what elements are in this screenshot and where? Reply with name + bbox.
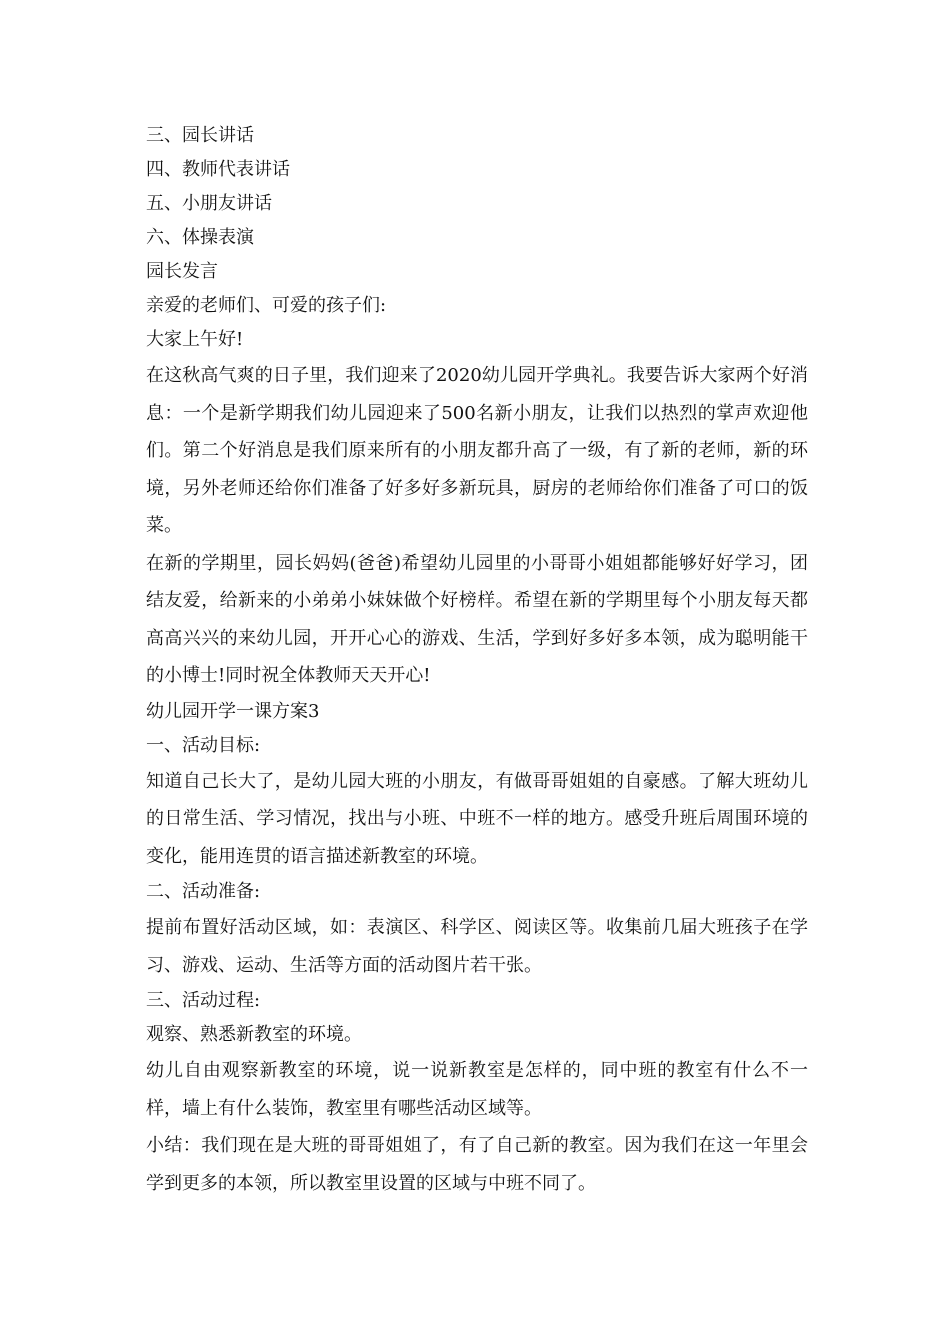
agenda-item-teacher-speech: 四、教师代表讲话 <box>146 159 290 180</box>
greeting: 大家上午好! <box>146 329 244 350</box>
speech-paragraph-2: 在新的学期里，园长妈妈(爸爸)希望幼儿园里的小哥哥小姐姐都能够好好学习，团结友爱，给新来的小弟弟小妹妹做个好榜样。希望在新的学期里每个小朋友每天都高高兴兴的来幼儿园，开开心心的游戏、生活，学到好多好多本领，成为聪明能干的小博士!同时祝全体教师天天开心! <box>146 552 808 686</box>
agenda-item-principal-speech: 三、园长讲话 <box>146 125 254 146</box>
process-paragraph: 幼儿自由观察新教室的环境，说一说新教室是怎样的，同中班的教室有什么不一样，墙上有什么装饰，教室里有哪些活动区域等。 <box>146 1060 808 1119</box>
summary-paragraph: 小结：我们现在是大班的哥哥姐姐了，有了自己新的教室。因为我们在这一年里会学到更多的本领，所以教室里设置的区域与中班不同了。 <box>146 1135 808 1194</box>
process-subheading: 观察、熟悉新教室的环境。 <box>146 1024 362 1045</box>
speech-paragraph-1: 在这秋高气爽的日子里，我们迎来了2020幼儿园开学典礼。我要告诉大家两个好消息：一个是新学期我们幼儿园迎来了500名新小朋友，让我们以热烈的掌声欢迎他们。第二个好消息是我们原来所有的小朋友都升高了一级，有了新的老师，新的环境，另外老师还给你们准备了好多好多新玩具，厨房的老师给你们准备了可口的饭菜。 <box>146 365 808 536</box>
salutation: 亲爱的老师们、可爱的孩子们: <box>146 295 387 316</box>
document-page <box>146 119 808 1202</box>
plan-title: 幼儿园开学一课方案3 <box>146 700 320 722</box>
section-heading-principal-speech: 园长发言 <box>146 261 218 282</box>
process-heading: 三、活动过程: <box>146 990 261 1011</box>
preparation-paragraph: 提前布置好活动区域，如：表演区、科学区、阅读区等。收集前几届大班孩子在学习、游戏、运动、生活等方面的活动图片若干张。 <box>146 917 808 976</box>
agenda-item-gymnastics: 六、体操表演 <box>146 227 254 248</box>
goal-heading: 一、活动目标: <box>146 734 261 756</box>
preparation-heading: 二、活动准备: <box>146 881 261 902</box>
goal-paragraph: 知道自己长大了，是幼儿园大班的小朋友，有做哥哥姐姐的自豪感。了解大班幼儿的日常生活、学习情况，找出与小班、中班不一样的地方。感受升班后周围环境的变化，能用连贯的语言描述新教室的环境。 <box>146 770 808 867</box>
agenda-item-children-speech: 五、小朋友讲话 <box>146 193 272 214</box>
